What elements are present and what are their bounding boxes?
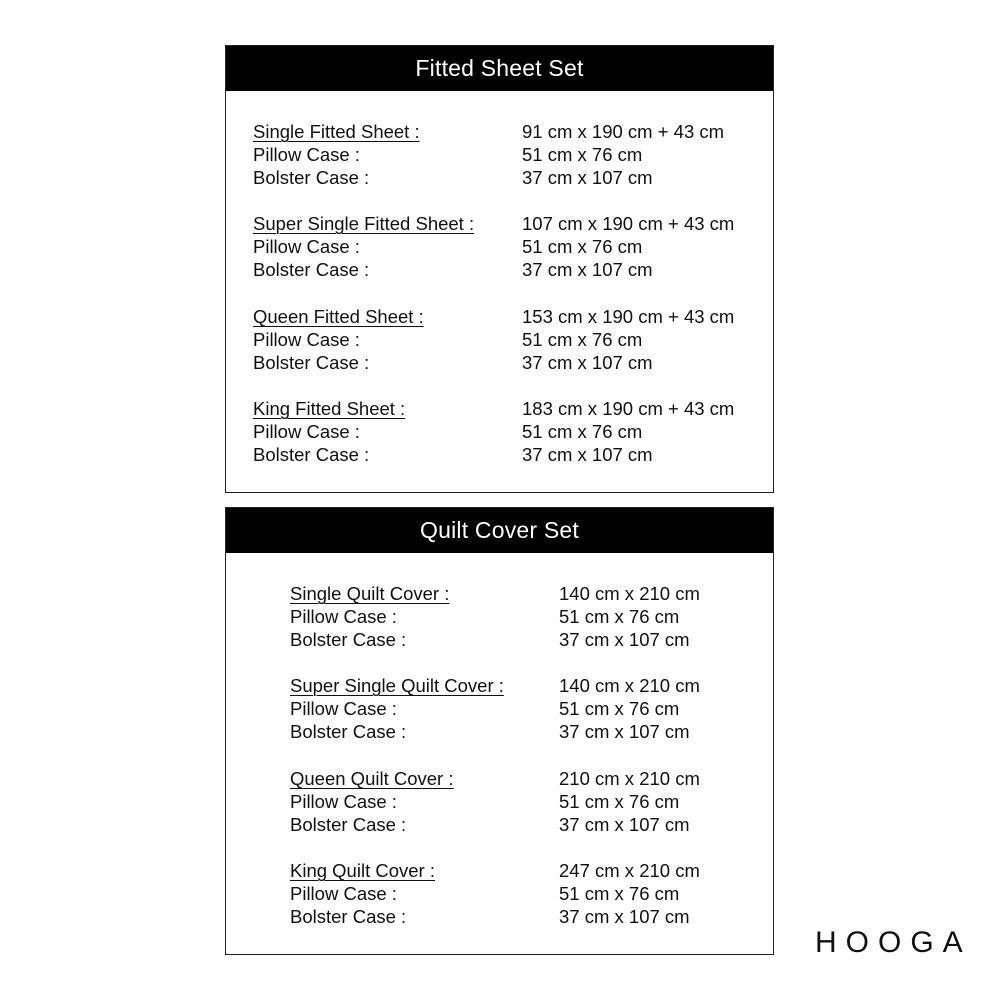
size-row — [226, 905, 773, 928]
size-row — [226, 143, 773, 166]
size-row — [226, 420, 773, 443]
size-group-single — [226, 582, 773, 652]
size-row — [226, 582, 773, 605]
size-row — [226, 767, 773, 790]
quilt-cover-set-panel — [225, 507, 774, 955]
item-label: Pillow Case : — [290, 606, 397, 628]
item-label: Bolster Case : — [253, 352, 370, 374]
product-dimensions: 183 cm x 190 cm + 43 cm — [522, 398, 735, 419]
brand-logo: HOOGA — [815, 926, 972, 959]
size-group-super-single — [226, 674, 773, 744]
item-dimensions: 37 cm x 107 cm — [559, 721, 690, 743]
size-row — [226, 674, 773, 697]
item-label: Bolster Case : — [253, 259, 370, 281]
item-dimensions: 37 cm x 107 cm — [522, 352, 653, 374]
fitted-sheet-set-panel — [225, 45, 774, 493]
item-label: Pillow Case : — [253, 329, 360, 351]
product-dimensions: 140 cm x 210 cm — [559, 583, 700, 604]
item-label: Bolster Case : — [290, 721, 407, 743]
size-row — [226, 235, 773, 258]
product-label: Super Single Fitted Sheet : — [253, 213, 475, 234]
item-dimensions: 37 cm x 107 cm — [559, 906, 690, 928]
size-row — [226, 813, 773, 836]
item-dimensions: 51 cm x 76 cm — [522, 144, 643, 166]
item-dimensions: 37 cm x 107 cm — [522, 259, 653, 281]
size-row — [226, 605, 773, 628]
item-label: Pillow Case : — [290, 883, 397, 905]
size-row — [226, 305, 773, 328]
product-label: Queen Quilt Cover : — [290, 768, 454, 789]
size-row — [226, 397, 773, 420]
size-row — [226, 351, 773, 374]
product-label: King Fitted Sheet : — [253, 398, 406, 419]
item-dimensions: 51 cm x 76 cm — [559, 883, 680, 905]
item-dimensions: 37 cm x 107 cm — [559, 814, 690, 836]
item-label: Bolster Case : — [290, 814, 407, 836]
item-label: Pillow Case : — [290, 698, 397, 720]
size-row — [226, 882, 773, 905]
item-label: Pillow Case : — [290, 791, 397, 813]
item-dimensions: 51 cm x 76 cm — [522, 421, 643, 443]
item-label: Bolster Case : — [290, 629, 407, 651]
item-dimensions: 37 cm x 107 cm — [522, 167, 653, 189]
product-dimensions: 107 cm x 190 cm + 43 cm — [522, 213, 735, 234]
size-row — [226, 628, 773, 651]
size-row — [226, 859, 773, 882]
item-label: Pillow Case : — [253, 236, 360, 258]
item-dimensions: 37 cm x 107 cm — [522, 444, 653, 466]
item-dimensions: 37 cm x 107 cm — [559, 629, 690, 651]
product-dimensions: 247 cm x 210 cm — [559, 860, 700, 881]
product-dimensions: 91 cm x 190 cm + 43 cm — [522, 121, 725, 142]
size-row — [226, 166, 773, 189]
size-group-king — [226, 397, 773, 467]
size-group-super-single — [226, 212, 773, 282]
fitted-sheet-set-title: Fitted Sheet Set — [226, 46, 773, 91]
size-row — [226, 120, 773, 143]
item-label: Bolster Case : — [290, 906, 407, 928]
product-label: King Quilt Cover : — [290, 860, 435, 881]
size-row — [226, 790, 773, 813]
item-label: Bolster Case : — [253, 167, 370, 189]
item-label: Pillow Case : — [253, 144, 360, 166]
product-dimensions: 210 cm x 210 cm — [559, 768, 700, 789]
item-dimensions: 51 cm x 76 cm — [522, 329, 643, 351]
size-row — [226, 328, 773, 351]
product-label: Queen Fitted Sheet : — [253, 306, 424, 327]
item-dimensions: 51 cm x 76 cm — [522, 236, 643, 258]
product-label: Single Fitted Sheet : — [253, 121, 420, 142]
size-group-single — [226, 120, 773, 190]
quilt-cover-set-title: Quilt Cover Set — [226, 508, 773, 553]
size-row — [226, 212, 773, 235]
size-group-queen — [226, 767, 773, 837]
size-row — [226, 697, 773, 720]
size-row — [226, 443, 773, 466]
product-dimensions: 153 cm x 190 cm + 43 cm — [522, 306, 735, 327]
size-group-king — [226, 859, 773, 929]
item-dimensions: 51 cm x 76 cm — [559, 606, 680, 628]
product-label: Single Quilt Cover : — [290, 583, 450, 604]
item-label: Bolster Case : — [253, 444, 370, 466]
size-row — [226, 720, 773, 743]
size-group-queen — [226, 305, 773, 375]
item-label: Pillow Case : — [253, 421, 360, 443]
product-dimensions: 140 cm x 210 cm — [559, 675, 700, 696]
product-label: Super Single Quilt Cover : — [290, 675, 504, 696]
item-dimensions: 51 cm x 76 cm — [559, 791, 680, 813]
item-dimensions: 51 cm x 76 cm — [559, 698, 680, 720]
size-row — [226, 258, 773, 281]
